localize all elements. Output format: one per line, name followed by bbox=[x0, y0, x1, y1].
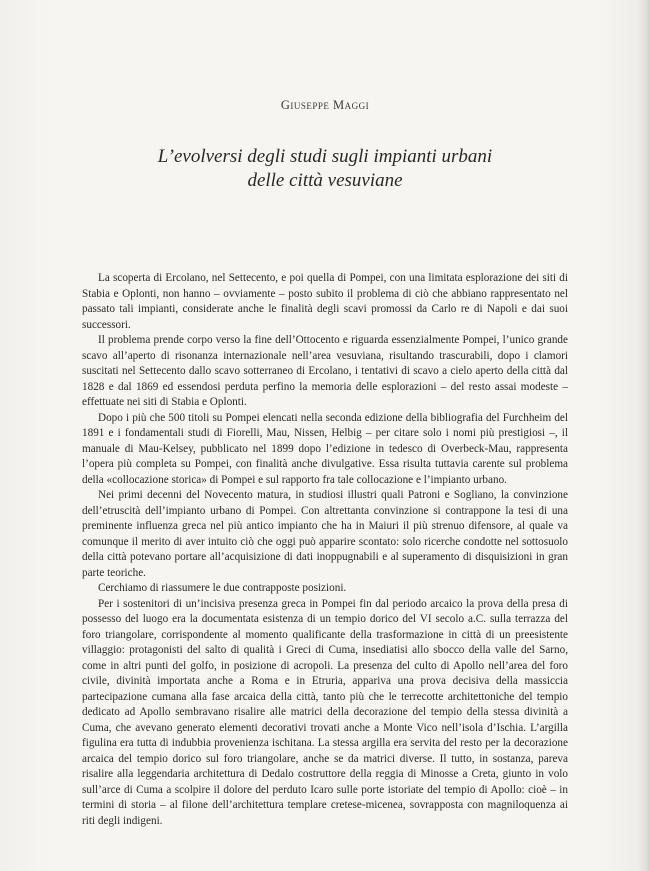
page-edge-shadow bbox=[638, 0, 650, 871]
article-title bbox=[0, 145, 650, 193]
article-body bbox=[82, 271, 568, 829]
paragraph-1: La scoperta di Ercolano, nel Settecento, e poi quella di Pompei, con una limitata esplorazione dei siti di Stabia e Oplonti, non hanno – ovviamente – posto subito il problema di ciò che abbiano rappresentato nel passato tali impianti, considerate anche le finalità degli scavi promossi da Carlo re di Napoli e dai suoi successori. bbox=[82, 272, 568, 331]
title-line-1: L’evolversi degli studi sugli impianti urbani bbox=[157, 146, 493, 167]
paragraph-3: Dopo i più che 500 titoli su Pompei elencati nella seconda edizione della bibliografia del Furchheim del 1891 e i fondamentali studi di Fiorelli, Mau, Nissen, Helbig – per citare solo i nomi più prestigiosi –, il manuale di Mau-Kelsey, pubblicato nel 1899 dopo l’edizione in tedesco di Overbeck-Mau, rappresenta l’opera più completa su Pompei, con finalità anche divulgative. Essa risulta tuttavia carente sul problema della «collocazione storica» di Pompei e sul rapporto fra tale collocazione e l’impianto urbano. bbox=[82, 411, 568, 486]
paragraph-2: Il problema prende corpo verso la fine dell’Ottocento e riguarda essenzialmente Pompei, l’unico grande scavo all’aperto di risonanza internazionale nell’area vesuviana, risultando trascurabili, dopo i clamori suscitati nel Settecento dallo scavo sotterraneo di Ercolano, i tentativi di scavo a cielo aperto della città dal 1828 e dal 1869 ed essendosi perduta perfino la memoria delle esplorazioni – del resto assai modeste – effettuate nei siti di Stabia e Oplonti. bbox=[82, 334, 568, 408]
paragraph-6: Per i sostenitori di un’incisiva presenza greca in Pompei fin dal periodo arcaico la prova della presa di possesso del luogo era la documentata esistenza di un tempio dorico del VI secolo a.C. sulla terrazza del foro triangolare, corrispondente al momento qualificante della trasformazione in città di un preesistente villaggio: protagonisti del salto di qualità i Greci di Cuma, insediatisi allo sbocco della valle del Sarno, come in altri punti del golfo, in posizione di acropoli. La presenza del culto di Apollo nell’area del foro civile, divinità importata anche a Roma e in Etruria, appariva una prova decisiva della massiccia partecipazione cumana alla fase arcaica della città, tanto più che le terrecotte architettoniche del tempio dedicato ad Apollo sembravano risalire alle matrici della decorazione del tempio della stessa divinità a Cuma, che avevano generato elementi decorativi trovati anche a Monte Vico nell’isola d’Ischia. L’argilla figulina era tutta di indubbia provenienza ischitana. La stessa argilla era servita del resto per la decorazione arcaica del tempio dorico sul foro triangolare, anche se da matrici diverse. Il tutto, in sostanza, pareva risalire alla leggendaria architettura di Dedalo costruttore della reggia di Minosse a Creta, giunto in volo sull’arce di Cuma a scolpire il dolore del perduto Icaro sulle porte istoriate del tempio di Apollo: cioè – in termini di storia – al filone dell’architettura templare cretese-micenea, sovrapposta con magniloquenza ai riti degli indigeni. bbox=[82, 597, 568, 827]
author-name: Giuseppe Maggi bbox=[280, 98, 370, 112]
paragraph-4: Nei primi decenni del Novecento matura, in studiosi illustri quali Patroni e Sogliano, la convinzione dell’etruscità dell’impianto urbano di Pompei. Con altrettanta convinzione si contrappone la tesi di una preminente influenza greca nel più antico impianto che ha in Maiuri il più strenuo difensore, al quale va comunque il merito di aver intuito ciò che oggi può apparire scontato: solo ricerche condotte nel sottosuolo della città potevano portare all’acquisizione di dati inoppugnabili e al superamento di disquisizioni in gran parte teoriche. bbox=[82, 489, 568, 579]
paragraph-5: Cerchiamo di riassumere le due contrapposte posizioni. bbox=[98, 582, 347, 594]
title-line-2: delle città vesuviane bbox=[247, 170, 403, 191]
